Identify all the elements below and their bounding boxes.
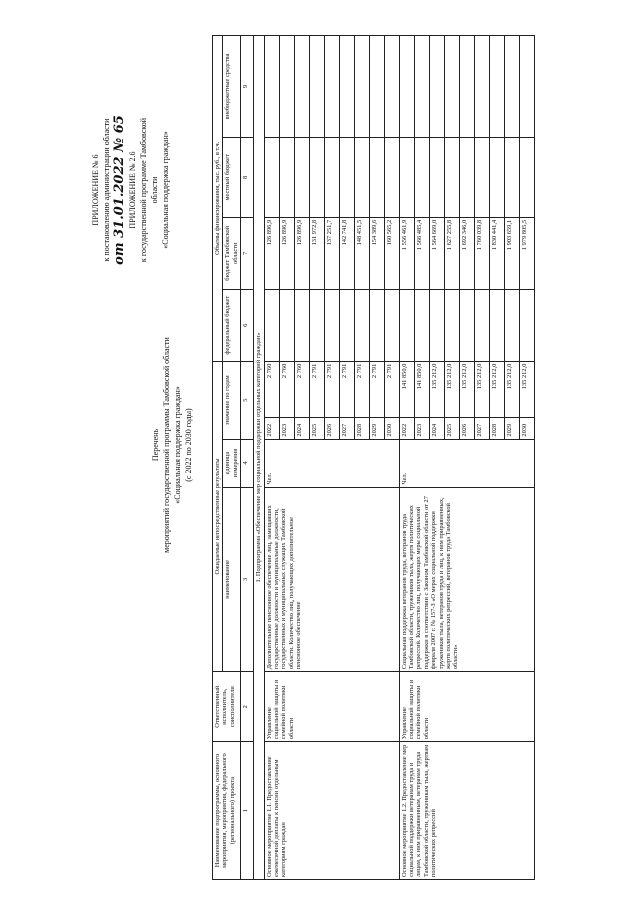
year-cell: 2028	[354, 417, 369, 439]
federal-cell	[474, 289, 489, 361]
header-finance: Объемы финансирования, тыс. руб., в т.ч.	[213, 36, 223, 362]
col-num: 4	[241, 439, 254, 487]
value-cell: 2 760	[264, 361, 279, 417]
measure-name: Основное мероприятие 1.1. Предоставление ежемесячной доплаты к пенсии отдельным категориям граждан	[264, 742, 399, 880]
header-federal: федеральный бюджет	[223, 289, 241, 361]
federal-cell	[444, 289, 459, 361]
measure-name: Основное мероприятие 1.2. Предоставление мер социальной поддержки ветеранам труда и лицам, к ним приравненным, ветеранам труда Тамбовской области, труженикам тыла, жертвам политических репрессий	[399, 742, 534, 880]
extra-cell	[429, 36, 444, 138]
measure-result: Социальная поддержка ветеранов труда, ветеранов труда Тамбовской области, тружеников тыла, жертв политических репрессий. Количество лиц, получающих меры социальной поддержки в соответствии с Законом Тамбовской области от 27 февраля 2007 г. № 157-З «О мерах социальной поддержки тружеников тыла, ветеранов труда и лиц, к ним приравненных, жертв политических репрессий, ветеранов труда Тамбовской области»	[399, 487, 534, 672]
local-cell	[429, 137, 444, 217]
value-cell: 135 212,0	[489, 361, 504, 417]
value-cell: 2 791	[384, 361, 399, 417]
federal-cell	[429, 289, 444, 361]
year-cell: 2030	[519, 417, 534, 439]
measure-2-rows	[399, 36, 534, 880]
local-cell	[384, 137, 399, 217]
local-cell	[474, 137, 489, 217]
extra-cell	[309, 36, 324, 138]
federal-cell	[339, 289, 354, 361]
year-cell: 2024	[429, 417, 444, 439]
federal-cell	[264, 289, 279, 361]
year-cell: 2027	[474, 417, 489, 439]
regional-cell: 160 565,2	[384, 217, 399, 289]
header-extra: внебюджетные средства	[223, 36, 241, 138]
extra-cell	[324, 36, 339, 138]
federal-cell	[504, 289, 519, 361]
measure-unit: Чел.	[399, 439, 534, 487]
measure-executor: Управление социальной защиты и семейной политики области	[399, 672, 534, 742]
local-cell	[339, 137, 354, 217]
value-cell: 135 212,0	[429, 361, 444, 417]
local-cell	[399, 137, 414, 217]
federal-cell	[384, 289, 399, 361]
year-cell: 2030	[384, 417, 399, 439]
value-cell: 135 212,0	[444, 361, 459, 417]
measure-executor: Управление социальной защиты и семейной политики области	[264, 672, 399, 742]
table-row	[264, 36, 279, 880]
title-line-3: «Социальная поддержка граждан»	[173, 386, 182, 504]
year-cell: 2025	[309, 417, 324, 439]
extra-cell	[279, 36, 294, 138]
extra-cell	[459, 36, 474, 138]
year-cell: 2025	[444, 417, 459, 439]
local-cell	[504, 137, 519, 217]
col-num: 1	[241, 742, 254, 880]
table-row	[399, 36, 414, 880]
column-number-row	[241, 36, 254, 880]
appendix-number: ПРИЛОЖЕНИЕ № 6	[91, 154, 100, 226]
value-cell: 141 850,0	[414, 361, 429, 417]
federal-cell	[369, 289, 384, 361]
extra-cell	[384, 36, 399, 138]
header-executor: Ответственный исполнитель, соисполнители	[213, 672, 241, 742]
federal-cell	[459, 289, 474, 361]
regional-cell: 148 451,5	[354, 217, 369, 289]
regional-cell: 1 566 485,4	[414, 217, 429, 289]
regional-cell: 1 556 461,9	[399, 217, 414, 289]
value-cell: 2 760	[279, 361, 294, 417]
local-cell	[279, 137, 294, 217]
regional-cell: 131 972,8	[309, 217, 324, 289]
measures-table	[212, 35, 535, 880]
year-cell: 2024	[294, 417, 309, 439]
extra-cell	[369, 36, 384, 138]
value-cell: 2 791	[339, 361, 354, 417]
title-line-2: мероприятий государственной программы Тамбовской области	[162, 337, 171, 553]
regional-cell: 1 830 441,4	[489, 217, 504, 289]
subprogram-title: 1. Подпрограмма «Обеспечение мер социальной поддержки отдельных категорий граждан»	[254, 36, 264, 880]
title-line-1: Перечень	[151, 428, 160, 462]
regional-cell: 1 979 805,5	[519, 217, 534, 289]
regional-cell: 1 564 669,0	[429, 217, 444, 289]
regional-cell: 142 741,8	[339, 217, 354, 289]
extra-cell	[414, 36, 429, 138]
federal-cell	[324, 289, 339, 361]
regional-cell: 1 760 039,8	[474, 217, 489, 289]
header-results: Ожидаемые непосредственные результаты	[213, 361, 223, 672]
federal-cell	[399, 289, 414, 361]
local-cell	[309, 137, 324, 217]
regional-cell: 1 627 255,8	[444, 217, 459, 289]
value-cell: 2 791	[309, 361, 324, 417]
col-num: 9	[241, 36, 254, 138]
federal-cell	[309, 289, 324, 361]
extra-cell	[474, 36, 489, 138]
local-cell	[369, 137, 384, 217]
extra-cell	[519, 36, 534, 138]
year-cell: 2029	[369, 417, 384, 439]
header-local: местный бюджет	[223, 137, 241, 217]
value-cell: 135 212,0	[519, 361, 534, 417]
regional-cell: 126 896,9	[294, 217, 309, 289]
local-cell	[354, 137, 369, 217]
local-cell	[414, 137, 429, 217]
local-cell	[444, 137, 459, 217]
value-cell: 2 791	[369, 361, 384, 417]
extra-cell	[504, 36, 519, 138]
federal-cell	[294, 289, 309, 361]
local-cell	[324, 137, 339, 217]
value-cell: 2 791	[354, 361, 369, 417]
extra-cell	[294, 36, 309, 138]
year-cell: 2029	[504, 417, 519, 439]
col-num: 3	[241, 487, 254, 672]
appendix-program: к государственной программе Тамбовской области	[139, 117, 159, 263]
year-cell: 2026	[324, 417, 339, 439]
extra-cell	[354, 36, 369, 138]
regional-cell: 154 389,6	[369, 217, 384, 289]
extra-cell	[444, 36, 459, 138]
value-cell: 135 212,0	[474, 361, 489, 417]
title-line-4: (с 2022 по 2030 годы)	[184, 408, 193, 482]
extra-cell	[339, 36, 354, 138]
col-num: 7	[241, 217, 254, 289]
header-value: значение по годам	[223, 361, 241, 439]
year-cell: 2022	[399, 417, 414, 439]
col-num: 6	[241, 289, 254, 361]
value-cell: 135 212,0	[459, 361, 474, 417]
header-name: Наименование подпрограммы, основного мероприятия, мероприятия, федерального (регионального) проекта	[213, 742, 241, 880]
local-cell	[519, 137, 534, 217]
col-num: 5	[241, 361, 254, 439]
value-cell: 141 850,0	[399, 361, 414, 417]
local-cell	[264, 137, 279, 217]
value-cell: 2 760	[294, 361, 309, 417]
federal-cell	[489, 289, 504, 361]
regional-cell: 137 251,7	[324, 217, 339, 289]
regional-cell: 1 903 659,1	[504, 217, 519, 289]
measure-unit: Чел.	[264, 439, 399, 487]
year-cell: 2026	[459, 417, 474, 439]
col-num: 8	[241, 137, 254, 217]
measure-result: Дополнительное пенсионное обеспечение лиц, замещавших государственные должности и муниципальные должности, государственных и муниципальных служащих Тамбовской области. Количество лиц, получающих дополнительное пенсионное обеспечение	[264, 487, 399, 672]
federal-cell	[354, 289, 369, 361]
year-cell: 2022	[264, 417, 279, 439]
local-cell	[459, 137, 474, 217]
header-result-name: наименование	[223, 487, 241, 672]
local-cell	[294, 137, 309, 217]
extra-cell	[264, 36, 279, 138]
appendix-decree: к постановлению администрации области	[102, 118, 111, 262]
appendix-program-name: «Социальная поддержка граждан»	[161, 131, 170, 249]
appendix-number-2: ПРИЛОЖЕНИЕ № 2.6	[128, 151, 137, 229]
year-cell: 2027	[339, 417, 354, 439]
year-cell: 2023	[414, 417, 429, 439]
value-cell: 2 791	[324, 361, 339, 417]
local-cell	[489, 137, 504, 217]
regional-cell: 126 896,9	[264, 217, 279, 289]
col-num: 2	[241, 672, 254, 742]
header-regional: бюджет Тамбовской области	[223, 217, 241, 289]
header-unit: единица измерения	[223, 439, 241, 487]
federal-cell	[414, 289, 429, 361]
federal-cell	[519, 289, 534, 361]
extra-cell	[399, 36, 414, 138]
year-cell: 2023	[279, 417, 294, 439]
decree-date-handwritten: от 31.01.2022 № 65	[112, 115, 127, 265]
regional-cell: 1 692 346,0	[459, 217, 474, 289]
document-title	[150, 235, 194, 655]
measure-1-rows	[264, 36, 399, 880]
extra-cell	[489, 36, 504, 138]
regional-cell: 126 896,9	[279, 217, 294, 289]
federal-cell	[279, 289, 294, 361]
year-cell: 2028	[489, 417, 504, 439]
value-cell: 135 212,0	[504, 361, 519, 417]
